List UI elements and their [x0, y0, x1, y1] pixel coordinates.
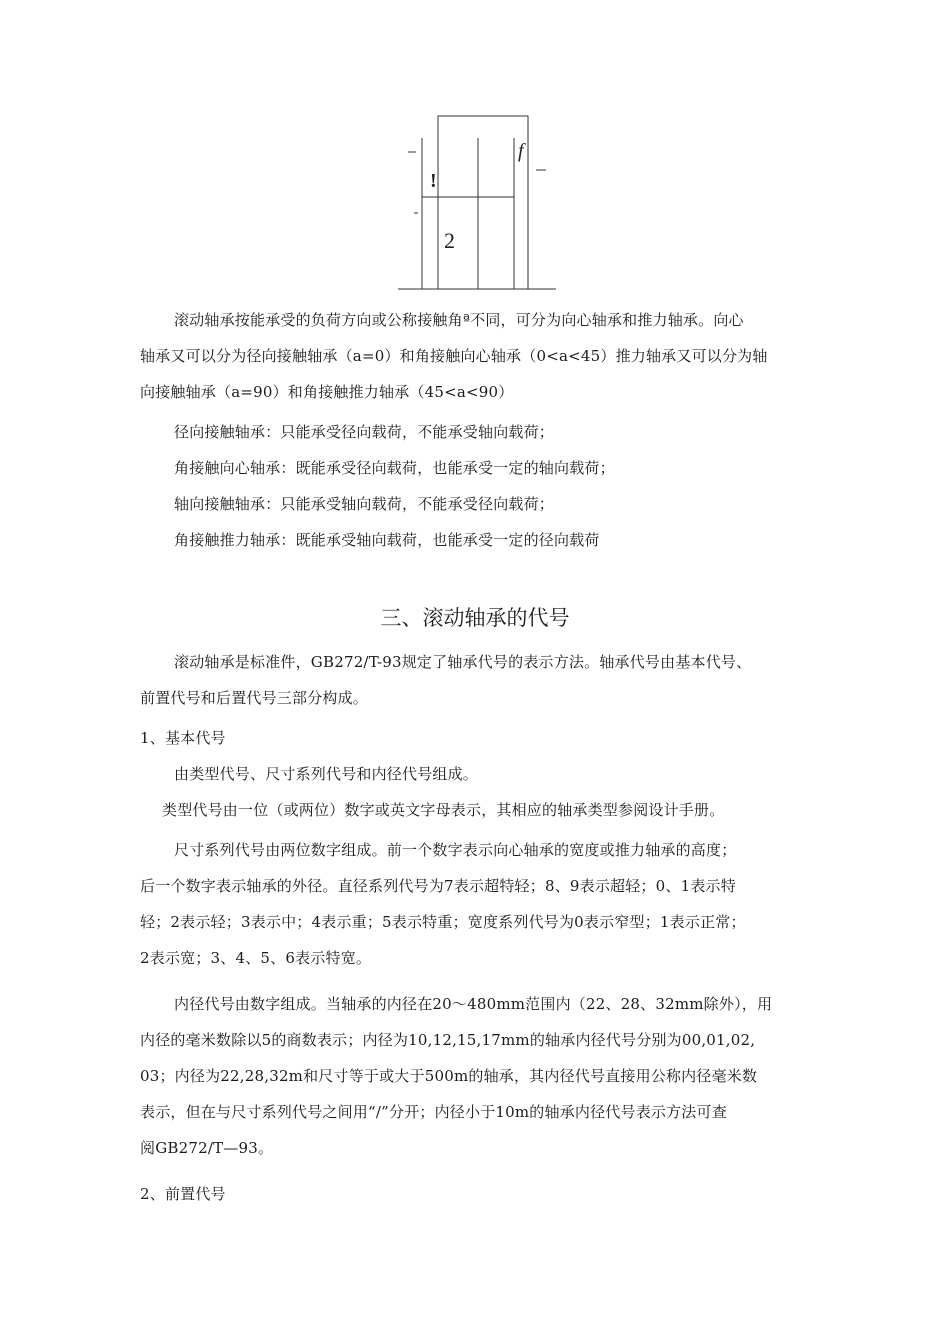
section-title: 三、滚动轴承的代号 [380, 606, 570, 630]
text-line: 阅GB272/T—93。 [140, 1139, 274, 1157]
text-line: 03；内径为22,28,32m和尺寸等于或大于500m的轴承，其内径代号直接用公称内径毫米数 [140, 1067, 758, 1085]
label-2: 2 [444, 228, 455, 253]
list-item: 角接触向心轴承：既能承受径向载荷，也能承受一定的轴向载荷； [174, 459, 615, 477]
text-line: 轻；2表示轻；3表示中；4表示重；5表示特重；宽度系列代号为0表示窄型；1表示正常； [140, 913, 746, 931]
label-f: f [518, 140, 524, 162]
text-line: 前置代号和后置代号三部分构成。 [140, 689, 369, 707]
text-line: 由类型代号、尺寸系列代号和内径代号组成。 [174, 765, 479, 783]
text-line: 内径代号由数字组成。当轴承的内径在20～480mm范围内（22、28、32mm除外），用 [174, 995, 773, 1013]
text-line: 后一个数字表示轴承的外径。直径系列代号为7表示超特轻；8、9表示超轻；0、1表示特 [140, 877, 736, 895]
intro-paragraph [140, 302, 820, 410]
subsection-title: 1、基本代号 [140, 729, 226, 747]
standard-paragraph [140, 644, 820, 716]
label-exclamation: ! [430, 170, 437, 192]
text-line: 向接触轴承（a=90）和角接触推力轴承（45<a<90） [140, 383, 514, 401]
text-line: 类型代号由一位（或两位）数字或英文字母表示，其相应的轴承类型参阅设计手册。 [162, 801, 725, 819]
subsection-prefix-code [140, 1176, 820, 1212]
size-series-paragraph [140, 832, 820, 976]
subsection-basic-code [140, 720, 820, 828]
text-line: 2表示宽；3、4、5、6表示特宽。 [140, 949, 372, 967]
text-line: 内径的毫米数除以5的商数表示；内径为10,12,15,17mm的轴承内径代号分别为00,01,02, [140, 1031, 756, 1049]
list-item: 角接触推力轴承：既能承受轴向载荷，也能承受一定的径向载荷 [174, 531, 600, 549]
subsection-title: 2、前置代号 [140, 1185, 226, 1203]
list-item: 径向接触轴承：只能承受径向载荷，不能承受轴向载荷； [174, 423, 555, 441]
text-line: 表示，但在与尺寸系列代号之间用“/”分开；内径小于10m的轴承内径代号表示方法可查 [140, 1103, 727, 1121]
bearing-diagram [390, 108, 570, 298]
text-line: 滚动轴承是标准件，GB272/T-93规定了轴承代号的表示方法。轴承代号由基本代号、 [174, 653, 752, 671]
bearing-type-list [140, 414, 820, 558]
text-line: 滚动轴承按能承受的负荷方向或公称接触角ª不同，可分为向心轴承和推力轴承。向心 [174, 311, 744, 329]
bearing-figure [390, 108, 570, 298]
bore-code-paragraph [140, 986, 820, 1166]
text-line: 轴承又可以分为径向接触轴承（a=0）和角接触向心轴承（0<a<45）推力轴承又可以分为轴 [140, 347, 768, 365]
list-item: 轴向接触轴承：只能承受轴向载荷，不能承受径向载荷； [174, 495, 555, 513]
text-line: 尺寸系列代号由两位数字组成。前一个数字表示向心轴承的宽度或推力轴承的高度； [174, 841, 737, 859]
